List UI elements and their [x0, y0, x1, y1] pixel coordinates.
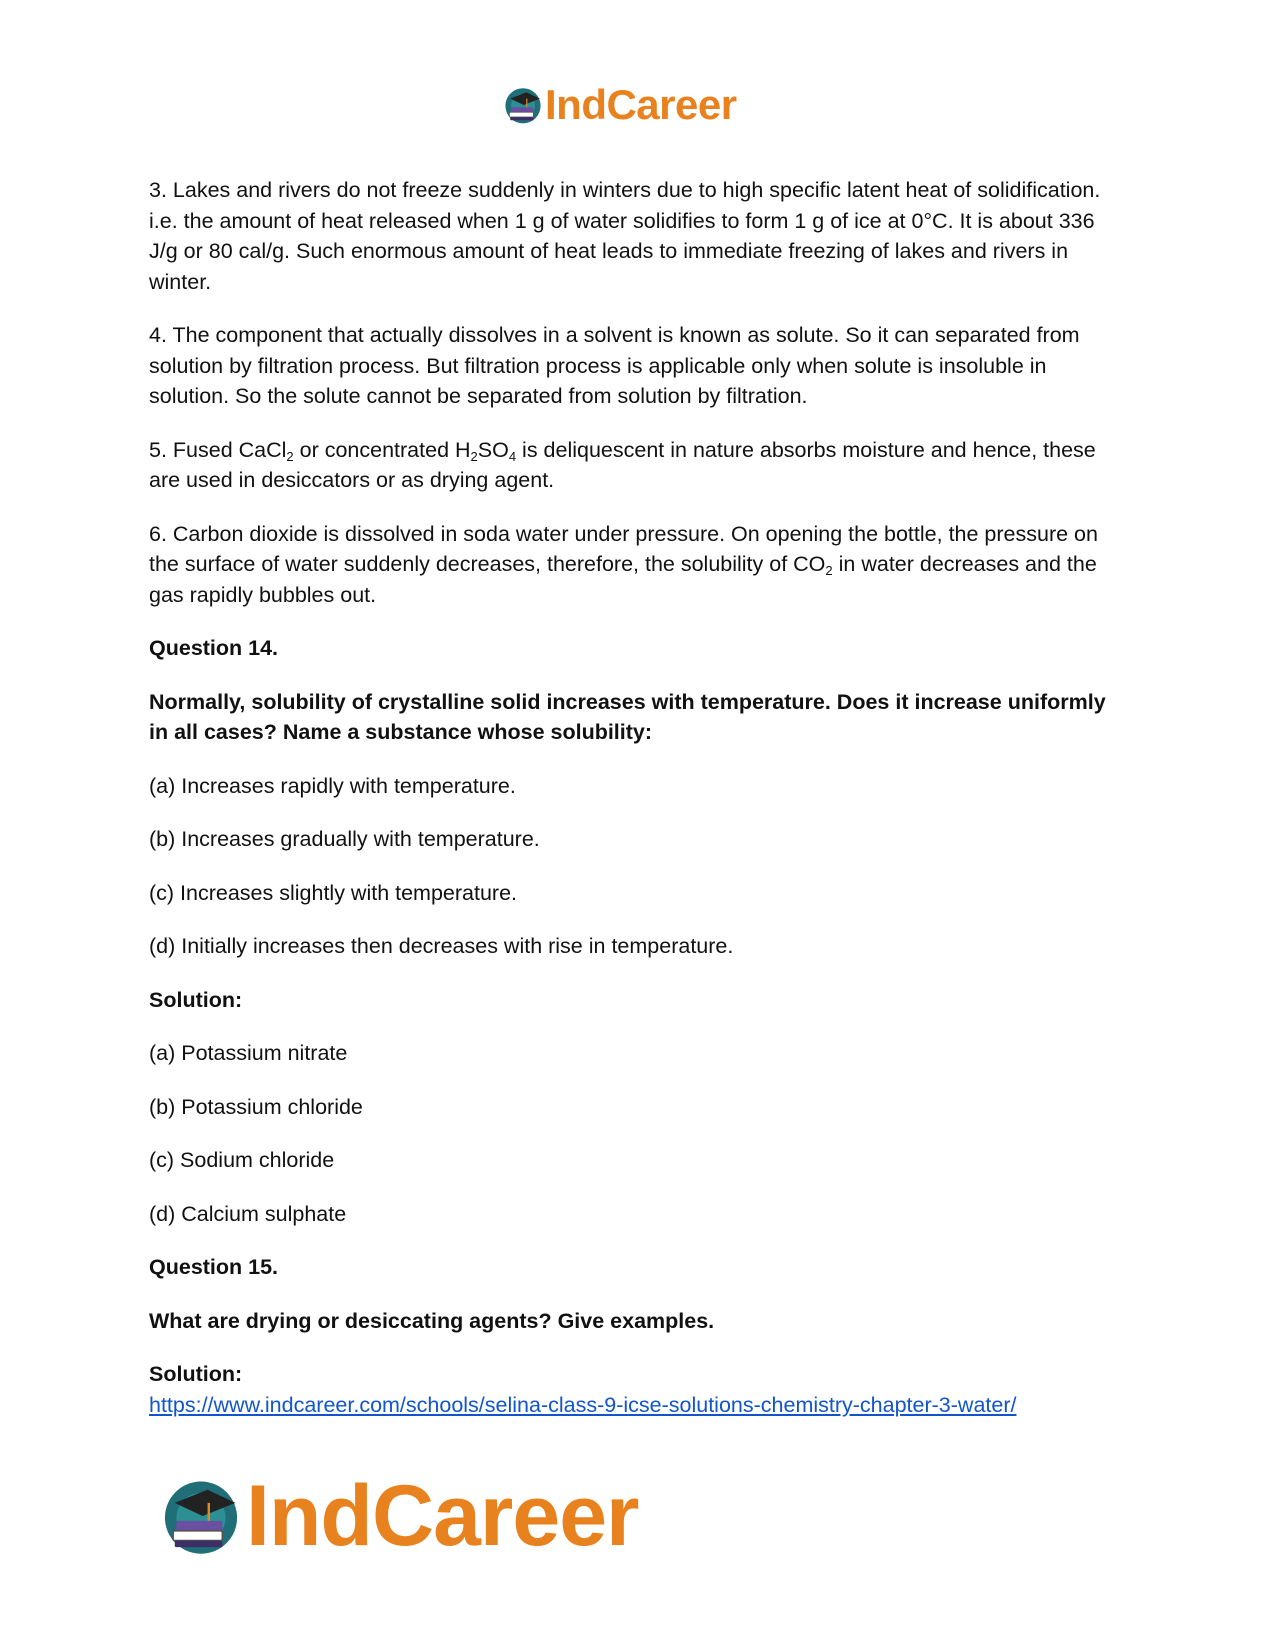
question-14-text: Normally, solubility of crystalline solid increases with temperature. Does it increase uniformly in all cases? Name a substance whose solubility:: [149, 689, 1106, 744]
paragraph-5: 5. Fused CaCl$_2$ or concentrated $H_2SO_4$ is deliquescent in nature absorbs moisture and hence, these are used in desiccators or as drying agent.: [149, 437, 1096, 492]
solution-link-line: [149, 1390, 1124, 1421]
document-body: [149, 175, 1124, 1420]
question-14-option-a: (a) Increases rapidly with temperature.: [149, 773, 516, 798]
graduation-book-icon: [503, 85, 543, 125]
graduation-book-icon: [160, 1475, 242, 1557]
question-15-solution-label: Solution:: [149, 1362, 243, 1386]
paragraph-3: 3. Lakes and rivers do not freeze suddenly in winters due to high specific latent heat of solidification. i.e. the amount of heat released when 1 g of water solidifies to form 1 g of ice at 0°C. It is about 336 J/g or 80 cal/g. Such enormous amount of heat leads to immediate freezing of lakes and rivers in winter.: [149, 178, 1101, 294]
question-14-heading: Question 14.: [149, 636, 279, 660]
question-14-option-d: (d) Initially increases then decreases with rise in temperature.: [149, 934, 734, 958]
paragraph-4: 4. The component that actually dissolves in a solvent is known as solute. So it can separated from solution by filtration process. But filtration process is applicable only when solute is insoluble in solution. So the solute cannot be separated from solution by filtration.: [149, 323, 1080, 408]
header-logo: [503, 80, 737, 130]
question-14-solution-label: Solution:: [149, 987, 243, 1012]
question-14-answer-c: (c) Sodium chloride: [149, 1148, 335, 1172]
footer-logo: [160, 1466, 639, 1566]
solution-link[interactable]: https://www.indcareer.com/schools/selina-class-9-icse-solutions-chemistry-chapter-3-water/: [149, 1392, 1017, 1417]
question-14-answer-b: (b) Potassium chloride: [149, 1094, 363, 1119]
question-14-answer-a: (a) Potassium nitrate: [149, 1041, 348, 1065]
question-15-heading: Question 15.: [149, 1255, 279, 1279]
brand-wordmark: IndCareer: [246, 1467, 639, 1564]
question-15-text: What are drying or desiccating agents? Give examples.: [149, 1308, 715, 1333]
brand-wordmark: IndCareer: [545, 81, 737, 128]
question-14-option-b: (b) Increases gradually with temperature.: [149, 827, 540, 851]
paragraph-6: 6. Carbon dioxide is dissolved in soda water under pressure. On opening the bottle, the pressure on the surface of water suddenly decreases, therefore, the solubility of $CO_2$ in water decreases and the gas rapidly bubbles out.: [149, 521, 1098, 607]
question-14-option-c: (c) Increases slightly with temperature.: [149, 880, 518, 905]
question-14-answer-d: (d) Calcium sulphate: [149, 1201, 347, 1226]
